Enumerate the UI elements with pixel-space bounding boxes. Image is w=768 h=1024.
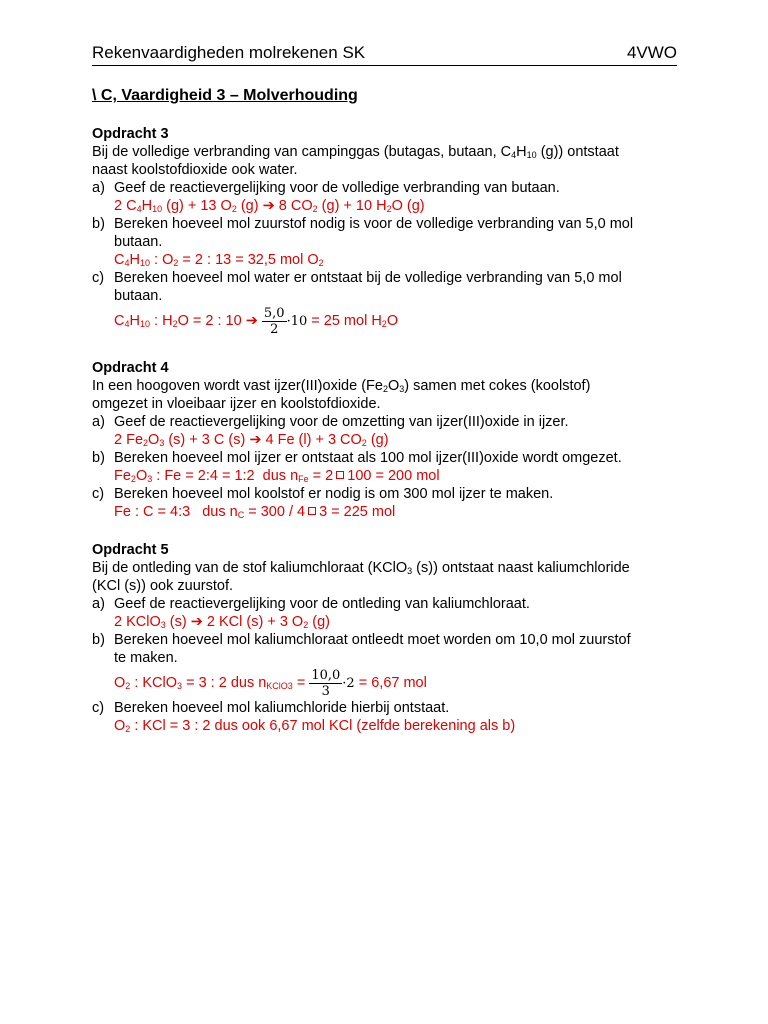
answer-3b: $C_4H_{10}$ : $O_2 = 2$ : 13 = 32,5 mol $O_2$	[114, 252, 324, 268]
opdracht-5-intro: Bij de ontleding van de stof kaliumchloraat (KClO$_3$ (s)) ontstaat naast kaliumchloride	[92, 560, 630, 576]
page-header	[92, 43, 677, 66]
opdracht-5	[92, 541, 677, 735]
question-4a: a) Geef de reactievergelijking voor de omzetting van ijzer(III)oxide in ijzer.	[92, 414, 569, 430]
answer-5a: 2 KClO$_3$ (s) ➔ 2 KCl (s) + 3 $O_2$ (g)	[114, 614, 330, 630]
opdracht-4-intro: In een hoogoven wordt vast ijzer(III)oxide $(Fe_2O_3)$ samen met cokes (koolstof)	[92, 378, 591, 394]
section-title: \ C, Vaardigheid 3 – Molverhouding	[92, 87, 358, 104]
opdracht-5-intro-2: (KCl (s)) ook zuurstof.	[92, 578, 233, 594]
opdracht-4-title: Opdracht 4	[92, 360, 169, 376]
fraction-3c: $\frac{5,0}{2}$	[263, 305, 285, 337]
question-3b: b) Bereken hoeveel mol zuurstof nodig is voor de volledige verbranding van 5,0 mol	[92, 216, 634, 232]
opdracht-5-title: Opdracht 5	[92, 542, 169, 558]
opdracht-3-intro-2: naast koolstofdioxide ook water.	[92, 162, 298, 178]
opdracht-4-intro-2: omgezet in vloeibaar ijzer en koolstofdioxide.	[92, 396, 381, 412]
answer-5b: $O_2$ : KClO$_3$ = 3 : 2 dus $n_{KClO3}$ = $\frac{10,0}{3}$ ·2 = 6,67 mol	[114, 667, 427, 699]
answer-4a: 2 $Fe_2O_3$ (s) + 3 C (s) ➔ 4 Fe (l) + 3 $CO_2$ (g)	[114, 432, 389, 448]
answer-3a: 2 $C_4H_{10}$ (g) + 13 $O_2$ (g) ➔ 8 $CO_2$ (g) + 10 $H_2O$ (g)	[114, 198, 425, 214]
fraction-5b: $\frac{10,0}{3}$	[311, 667, 341, 699]
question-4c: c) Bereken hoeveel mol koolstof er nodig is om 300 mol ijzer te maken.	[92, 486, 554, 502]
question-3c-cont: butaan.	[114, 288, 163, 304]
opdracht-4	[92, 359, 677, 521]
header-class: 4VWO	[626, 43, 677, 62]
opdracht-3-title: Opdracht 3	[92, 126, 169, 142]
answer-3c: $C_4H_{10}$ : $H_2O = 2$ : 10 ➔ $\frac{5,0}{2}$ ·10 = 25 mol $H_2O$	[114, 305, 399, 337]
question-3b-cont: butaan.	[114, 234, 163, 250]
question-5c: c) Bereken hoeveel mol kaliumchloride hierbij ontstaat.	[92, 700, 450, 716]
opdracht-3-intro: Bij de volledige verbranding van campinggas (butagas, butaan, $C_4H_{10}$ (g)) ontstaat	[92, 144, 619, 160]
question-5b: b) Bereken hoeveel mol kaliumchloraat ontleedt moet worden om 10,0 mol zuurstof	[92, 632, 631, 648]
question-4b: b) Bereken hoeveel mol ijzer er ontstaat als 100 mol ijzer(III)oxide wordt omgezet.	[92, 450, 622, 466]
question-3c: c) Bereken hoeveel mol water er ontstaat bij de volledige verbranding van 5,0 mol	[92, 270, 622, 286]
opdracht-3	[92, 125, 677, 337]
header-title: Rekenvaardigheden molrekenen SK	[92, 43, 366, 62]
answer-5c: $O_2$ : KCl = 3 : 2 dus ook 6,67 mol KCl (zelfde berekening als b)	[114, 718, 516, 734]
answer-4b: $Fe_2O_3$ : Fe = 2:4 = 1:2 dus $n_{Fe} = 2$ 100 = 200 mol	[114, 468, 440, 484]
answer-4c: Fe : C = 4:3 dus $n_C = 300 / 4$ 3 = 225 mol	[114, 504, 396, 520]
question-5a: a) Geef de reactievergelijking voor de ontleding van kaliumchloraat.	[92, 596, 530, 612]
question-5b-cont: te maken.	[114, 650, 178, 666]
question-3a: a) Geef de reactievergelijking voor de volledige verbranding van butaan.	[92, 180, 560, 196]
